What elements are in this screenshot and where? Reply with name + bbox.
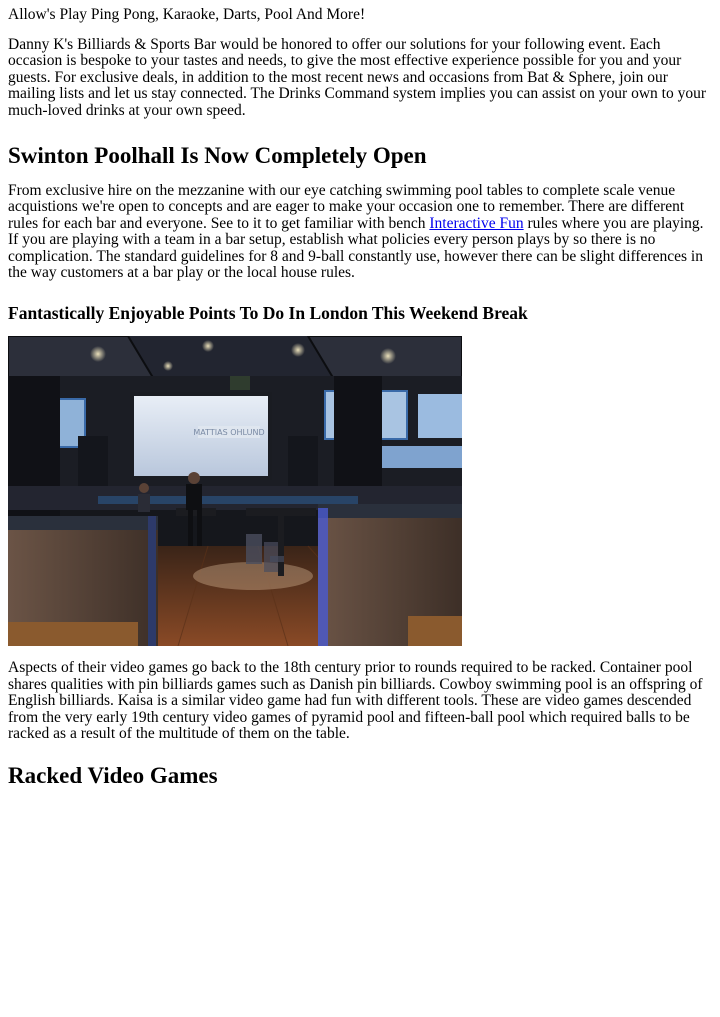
swinton-paragraph — [8, 183, 712, 281]
sports-bar-photo — [8, 336, 462, 646]
intro-line: Allow's Play Ping Pong, Karaoke, Darts, Pool And More! — [8, 6, 366, 23]
heading-fantastic-london: Fantastically Enjoyable Points To Do In London This Weekend Break — [8, 303, 528, 324]
heading-swinton-poolhall: Swinton Poolhall Is Now Completely Open — [8, 143, 427, 169]
article — [8, 0, 712, 790]
heading-racked-video-games: Racked Video Games — [8, 762, 218, 788]
swinton-text-after-link: rules where you are playing. If you are playing with a team in a bar setup, establish what policies every person plays by so there is no complication. The standard guidelines for 8 and 9-ball constantly use, however there can be slight differences in the way customers at a bar play or the local house rules. — [8, 214, 704, 282]
photo-screen-text: MATTIAS OHLUND — [193, 428, 265, 438]
swinton-text-before-link: From exclusive hire on the mezzanine with our eye catching swimming pool tables to complete scale venue acquistions we're open to concepts and are eager to make your occasion one to remember. There are different rules for each bar and everyone. See to it to get familiar with bench — [8, 182, 685, 232]
interactive-fun-link[interactable]: Interactive Fun — [429, 214, 524, 232]
intro-paragraph: Danny K's Billiards & Sports Bar would be honored to offer our solutions for your following event. Each occasion is bespoke to your tastes and needs, to give the most effective experience possible for you and your guests. For exclusive deals, in addition to the most recent news and occasions from Bat & Sphere, join our mailing lists and let us stay connected. The Drinks Command system implies you can assist on your own to your much-loved drinks at your own speed. — [8, 36, 706, 119]
aspects-paragraph: Aspects of their video games go back to the 18th century prior to rounds required to be racked. Container pool shares qualities with pin billiards games such as Danish pin billiards. Cowboy swimming pool is an offspring of English billiards. Kaisa is a similar video game had fun with different tools. These are video games descended from the very early 19th century video games of pyramid pool and fifteen-ball pool which required balls to be racked as a result of the multitude of them on the table. — [8, 659, 703, 743]
